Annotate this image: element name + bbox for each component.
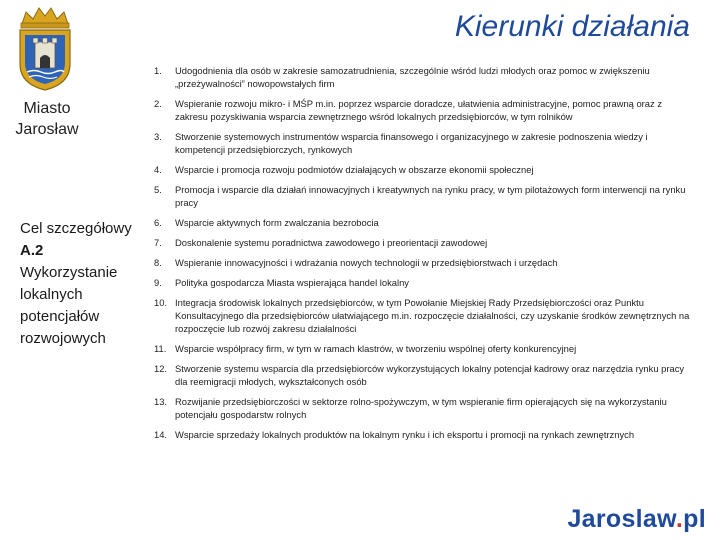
item-number: 6.	[154, 217, 162, 228]
action-directions-list	[154, 64, 690, 448]
item-number: 12.	[154, 363, 168, 374]
item-number: 8.	[154, 257, 162, 268]
list-item	[154, 130, 690, 156]
item-number: 1.	[154, 65, 162, 76]
item-text: Wsparcie aktywnych form zwalczania bezrobocia	[175, 217, 379, 228]
item-text: Rozwijanie przedsiębiorczości w sektorze rolno-spożywczym, w tym wspieranie firm opierających się na wykorzystaniu potencjału gospodarstw rolnych	[175, 396, 667, 420]
item-text: Integracja środowisk lokalnych przedsiębiorców, w tym Powołanie Miejskiej Rady Przedsiębiorczości oraz Punktu Konsultacyjnego dla przedsiębiorców ułatwiającego m.in. rozpoczęcie działalności, czy uzyskanie środków zewnętrznych na rozpoczęcie lub rozwój zakresu działalności	[175, 297, 690, 334]
list-item	[154, 97, 690, 123]
list-item	[154, 64, 690, 90]
item-text: Wspieranie rozwoju mikro- i MŚP m.in. poprzez wsparcie doradcze, ułatwienia administracyjne, pomoc prawną oraz z zakresu pozyskiwania wsparcia zewnętrznego wśród lokalnych przedsiębiorców, w tym rolników	[175, 98, 663, 122]
item-number: 3.	[154, 131, 162, 142]
goal-line-1: Wykorzystanie	[20, 264, 118, 281]
list-item	[154, 276, 690, 289]
item-number: 14.	[154, 429, 168, 440]
city-name	[8, 98, 86, 140]
item-number: 4.	[154, 164, 162, 175]
goal-heading: Cel szczegółowy	[20, 220, 132, 237]
item-number: 7.	[154, 237, 162, 248]
item-text: Stworzenie systemu wsparcia dla przedsiębiorców wykorzystujących lokalny potencjał kadrowy oraz narzędzia rynku pracy dla reemigracji młodych, wykształconych osób	[175, 363, 685, 387]
goal-line-4: rozwojowych	[20, 330, 106, 347]
coat-of-arms-icon	[14, 6, 76, 92]
item-number: 9.	[154, 277, 162, 288]
city-name-line-1: Miasto	[23, 100, 71, 117]
list-item	[154, 395, 690, 421]
item-number: 10.	[154, 297, 168, 308]
item-text: Promocja i wsparcie dla działań innowacyjnych i kreatywnych na rynku pracy, w tym pilotażowych form interwencji na rynku pracy	[175, 184, 686, 208]
list-item	[154, 362, 690, 388]
item-text: Polityka gospodarcza Miasta wspierająca handel lokalny	[175, 277, 409, 288]
item-text: Wspieranie innowacyjności i wdrażania nowych technologii w przedsiębiorstwach i urzędach	[175, 257, 558, 268]
item-text: Wsparcie współpracy firm, w tym w ramach klastrów, w tworzeniu wspólnej oferty konkurencyjnej	[175, 343, 577, 354]
page-title: Kierunki działania	[454, 10, 690, 43]
goal-line-3: potencjałów	[20, 308, 100, 325]
item-text: Doskonalenie systemu poradnictwa zawodowego i preorientacji zawodowej	[175, 237, 488, 248]
site-logo	[567, 505, 706, 534]
list-item	[154, 163, 690, 176]
list-item	[154, 236, 690, 249]
logo-tld: pl	[683, 505, 706, 533]
logo-name: Jaroslaw	[567, 505, 676, 533]
list-item	[154, 256, 690, 269]
logo-dot: .	[675, 505, 684, 533]
item-number: 2.	[154, 98, 162, 109]
city-name-line-2: Jarosław	[15, 121, 79, 138]
item-number: 11.	[154, 343, 167, 354]
item-text: Stworzenie systemowych instrumentów wsparcia finansowego i organizacyjnego w zakresie podnoszenia wiedzy i kompetencji przedsiębiorczych, rynkowych	[175, 131, 648, 155]
list-item	[154, 296, 690, 335]
list-item	[154, 216, 690, 229]
item-text: Udogodnienia dla osób w zakresie samozatrudnienia, szczególnie wśród ludzi młodych oraz pomoc w zwiększeniu „przeżywalności” nowopowstałych firm	[175, 65, 650, 89]
item-text: Wsparcie sprzedaży lokalnych produktów na lokalnym rynku i ich eksportu i promocji na rynkach zewnętrznych	[175, 429, 635, 440]
item-number: 13.	[154, 396, 168, 407]
goal-code: A.2	[20, 242, 44, 259]
specific-goal	[20, 218, 148, 350]
item-text: Wsparcie i promocja rozwoju podmiotów działających w obszarze ekonomii społecznej	[175, 164, 534, 175]
list-item	[154, 342, 690, 355]
list-item	[154, 428, 690, 441]
item-number: 5.	[154, 184, 162, 195]
list-item	[154, 183, 690, 209]
goal-line-2: lokalnych	[20, 286, 83, 303]
